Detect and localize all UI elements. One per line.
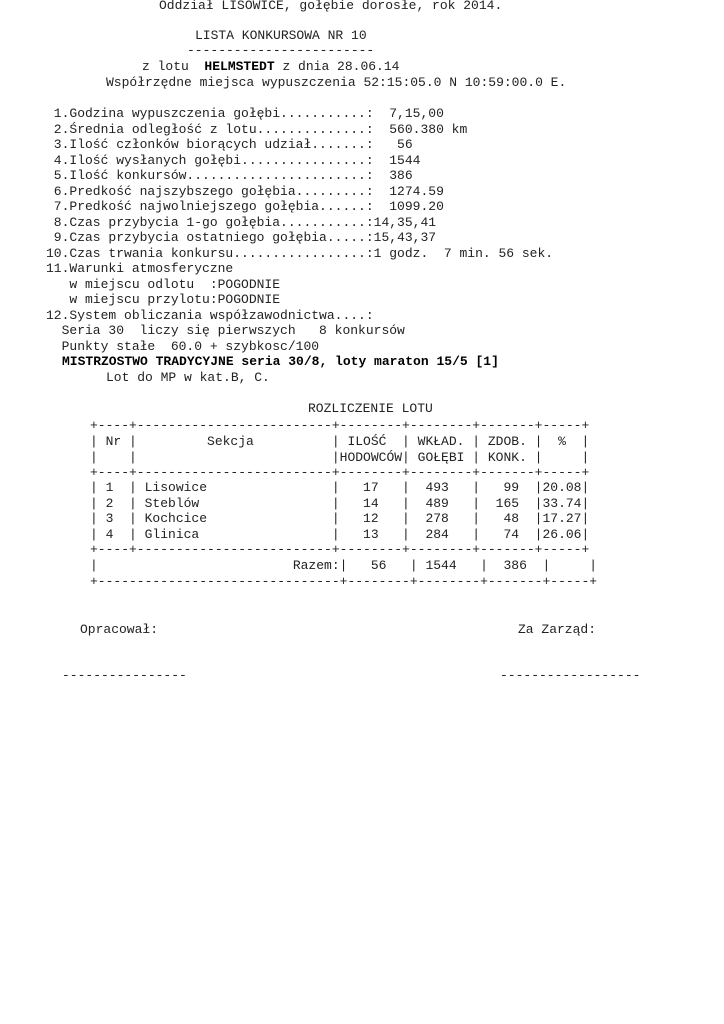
info-line: 7.Predkość najwolniejszego gołębia......: 1099.20 xyxy=(46,199,444,214)
info-line: Seria 30 liczy się pierwszych 8 konkursów xyxy=(46,323,405,338)
signature-line-right: ------------------ xyxy=(500,668,641,683)
info-line: 5.Ilość konkursów.......................: 386 xyxy=(46,168,413,183)
info-line: w miejscu przylotu:POGODNIE xyxy=(46,292,281,307)
info-line: 1.Godzina wypuszczenia gołębi...........: 7,15,00 xyxy=(46,106,444,121)
info-line: 10.Czas trwania konkursu.................:1 godz. 7 min. 56 sek. xyxy=(46,246,554,261)
championship-title: MISTRZOSTWO TRADYCYJNE seria 30/8, loty maraton 15/5 [1] xyxy=(62,354,499,369)
list-title-underline: ------------------------ xyxy=(187,43,375,58)
info-line: 6.Predkość najszybszego gołębia.........: 1274.59 xyxy=(46,184,444,199)
prepared-by-label: Opracował: xyxy=(80,622,159,637)
info-line: 12.System obliczania współzawodnictwa....: xyxy=(46,308,374,323)
list-title: LISTA KONKURSOWA NR 10 xyxy=(195,28,367,43)
info-line: 8.Czas przybycia 1-go gołębia...........:14,35,41 xyxy=(46,215,437,230)
board-label: Za Zarząd: xyxy=(518,622,597,637)
info-line: 2.Średnia odległość z lotu..............: 560.380 km xyxy=(46,122,468,137)
settlement-title: ROZLICZENIE LOTU xyxy=(308,401,433,416)
info-line: Punkty stałe 60.0 + szybkosc/100 xyxy=(46,339,320,354)
flight-place: HELMSTEDT xyxy=(204,59,275,74)
flight-prefix: z lotu xyxy=(142,59,205,74)
signature-line-left: ---------------- xyxy=(62,668,187,683)
table-border: +----+-------------------------+--------+--------+-------+-----+ xyxy=(90,542,590,557)
table-border: +----+-------------------------+--------+--------+-------+-----+ xyxy=(90,465,590,480)
table-row: | 1 | Lisowice | 17 | 493 | 99 |20.08| xyxy=(90,480,590,495)
info-line: 4.Ilość wysłanych gołębi................: 1544 xyxy=(46,153,421,168)
table-row: | 4 | Glinica | 13 | 284 | 74 |26.06| xyxy=(90,527,590,542)
flight-date: z dnia 28.06.14 xyxy=(274,59,400,74)
table-header-row: | | |HODOWCÓW| GOŁĘBI | KONK. | | xyxy=(90,450,590,465)
table-header-row: | Nr | Sekcja | ILOŚĆ | WKŁAD. | ZDOB. | % | xyxy=(90,434,590,449)
table-border: +-------------------------------+--------+--------+-------+-----+ xyxy=(90,574,598,589)
info-line: 9.Czas przybycia ostatniego gołębia.....:15,43,37 xyxy=(46,230,437,245)
info-line: w miejscu odlotu :POGODNIE xyxy=(46,277,281,292)
info-line: 3.Ilość członków biorących udział.......: 56 xyxy=(46,137,413,152)
document-title: Oddział LISOWICE, gołębie dorosłe, rok 2014. xyxy=(159,0,503,13)
table-total-row: | Razem:| 56 | 1544 | 386 | | xyxy=(90,558,598,573)
release-coordinates: Współrzędne miejsca wypuszczenia 52:15:05.0 N 10:59:00.0 E. xyxy=(106,75,567,90)
mp-note: Lot do MP w kat.B, C. xyxy=(106,370,270,385)
flight-line xyxy=(142,59,399,75)
table-row: | 3 | Kochcice | 12 | 278 | 48 |17.27| xyxy=(90,511,590,526)
table-row: | 2 | Steblów | 14 | 489 | 165 |33.74| xyxy=(90,496,590,511)
info-line: 11.Warunki atmosferyczne xyxy=(46,261,234,276)
table-border: +----+-------------------------+--------+--------+-------+-----+ xyxy=(90,418,590,433)
